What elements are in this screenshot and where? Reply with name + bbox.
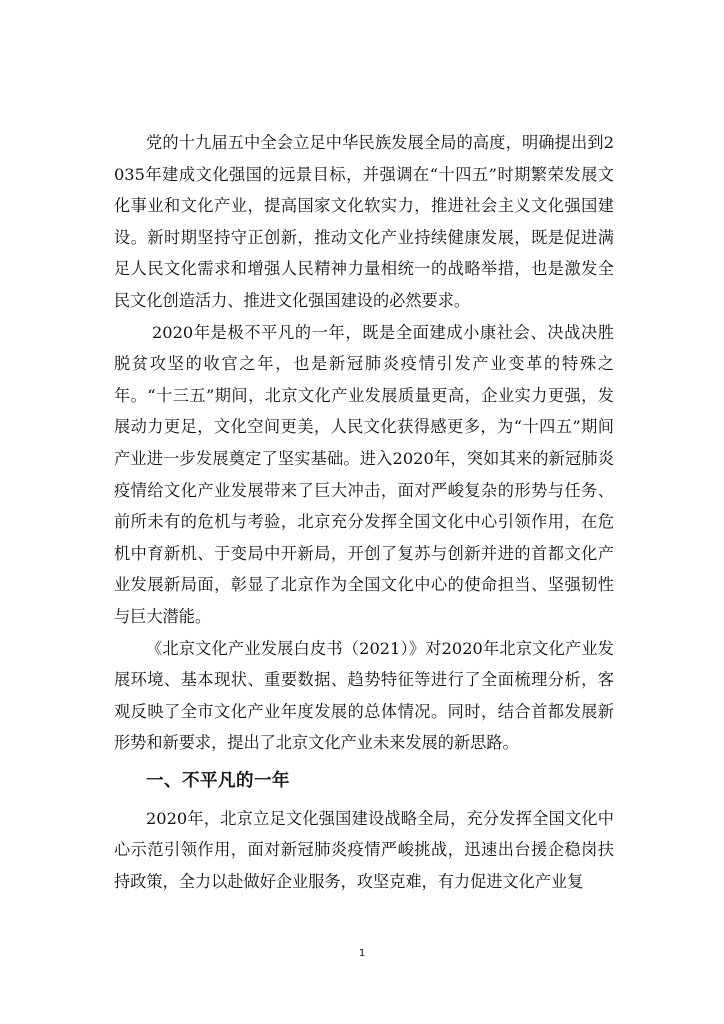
paragraph-intro: 党的十九届五中全会立足中华民族发展全局的高度，明确提出到2035年建成文化强国的远景目标，并强调在“十四五”时期繁荣发展文化事业和文化产业，提高国家文化软实力，推进社会主义文化强国建设。新时期坚持守正创新，推动文化产业持续健康发展，既是促进满足人民文化需求和增强人民精神力量相统一的战略举措，也是激发全民文化创造活力、推进文化强国建设的必然要求。 <box>114 133 614 310</box>
section-heading: 一、不平凡的一年 <box>146 770 290 791</box>
paragraph-2020-overview: 2020年是极不平凡的一年，既是全面建成小康社会、决战决胜脱贫攻坚的收官之年，也是新冠肺炎疫情引发产业变革的特殊之年。“十三五”期间，北京文化产业发展质量更高，企业实力更强，发展动力更足，文化空间更美，人民文化获得感更多，为“十四五”期间产业进一步发展奠定了坚实基础。进入2020年，突如其来的新冠肺炎疫情给文化产业发展带来了巨大冲击，面对严峻复杂的形势与任务、前所未有的危机与考验，北京充分发挥全国文化中心引领作用，在危机中育新机、于变局中开新局，开创了复苏与创新并进的首都文化产业发展新局面，彰显了北京作为全国文化中心的使命担当、坚强韧性与巨大潜能。 <box>114 322 614 626</box>
document-body <box>114 127 614 898</box>
page-number: 1 <box>358 948 366 959</box>
paragraph-whitepaper: 《北京文化产业发展白皮书（2021）》对2020年北京文化产业发展环境、基本现状、重要数据、趋势特征等进行了全面梳理分析，客观反映了全市文化产业年度发展的总体情况。同时，结合首都发展新形势和新要求，提出了北京文化产业未来发展的新思路。 <box>114 638 614 753</box>
paragraph-section-1: 2020年，北京立足文化强国建设战略全局，充分发挥全国文化中心示范引领作用，面对新冠肺炎疫情严峻挑战，迅速出台援企稳岗扶持政策，全力以赴做好企业服务，攻坚克难，有力促进文化产业复 <box>114 808 614 892</box>
